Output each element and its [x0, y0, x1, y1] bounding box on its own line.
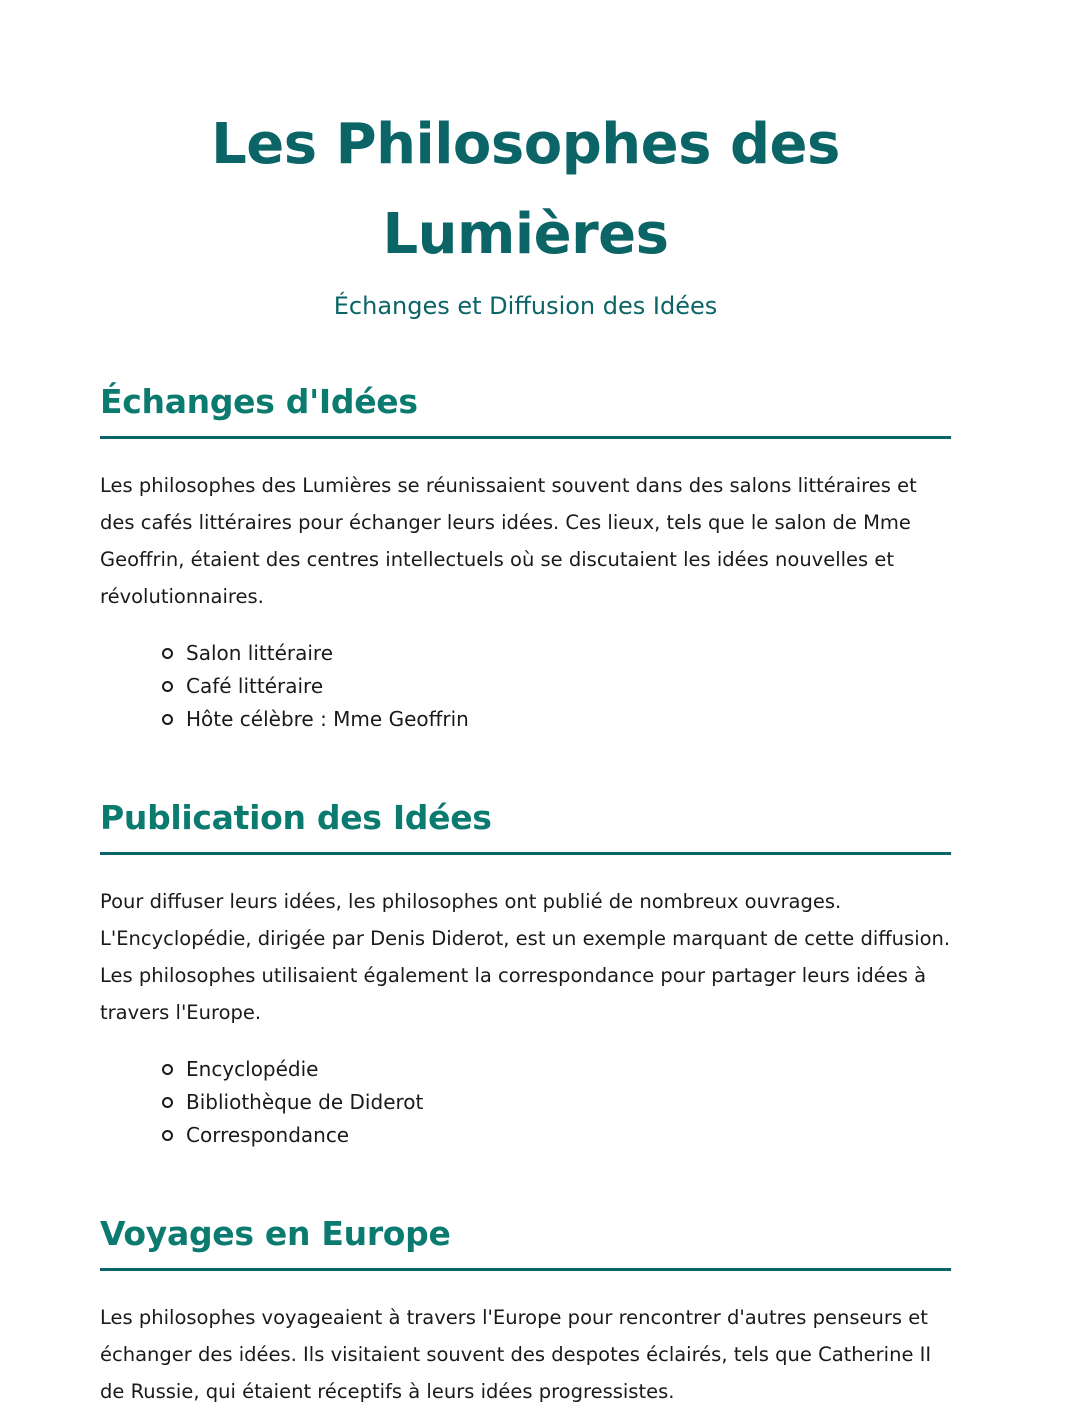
- circle-bullet-icon: [162, 1097, 173, 1108]
- circle-bullet-icon: [162, 648, 173, 659]
- section-voyages-europe: [100, 1212, 951, 1410]
- list-item-text: Hôte célèbre : Mme Geoffrin: [186, 707, 469, 731]
- list-item: [162, 1053, 951, 1086]
- list-item: [162, 703, 951, 736]
- section-echanges-idees: [100, 380, 951, 736]
- bullet-list: [100, 637, 951, 736]
- circle-bullet-icon: [162, 1064, 173, 1075]
- document-subtitle: Échanges et Diffusion des Idées: [333, 292, 718, 320]
- document-page: [100, 0, 951, 1410]
- section-paragraph: Les philosophes voyageaient à travers l'Europe pour rencontrer d'autres penseurs et échanger des idées. Ils visitaient souvent des despotes éclairés, tels que Catherine II de Russie, qui étaient réceptifs à leurs idées progressistes.: [100, 1306, 932, 1403]
- section-heading: Publication des Idées: [100, 796, 951, 855]
- list-item-text: Café littéraire: [186, 674, 324, 698]
- list-item-text: Salon littéraire: [186, 641, 334, 665]
- list-item-text: Bibliothèque de Diderot: [186, 1090, 424, 1114]
- list-item: [162, 1086, 951, 1119]
- document-title: Les Philosophes des Lumières: [211, 112, 840, 267]
- section-paragraph: Pour diffuser leurs idées, les philosophes ont publié de nombreux ouvrages. L'Encyclopédie, dirigée par Denis Diderot, est un exemple marquant de cette diffusion. Les philosophes utilisaient également la correspondance pour partager leurs idées à travers l'Europe.: [100, 890, 951, 1024]
- list-item: [162, 1119, 951, 1152]
- section-heading: Échanges d'Idées: [100, 380, 951, 439]
- bullet-list: [100, 1053, 951, 1152]
- circle-bullet-icon: [162, 714, 173, 725]
- section-paragraph: Les philosophes des Lumières se réunissaient souvent dans des salons littéraires et des cafés littéraires pour échanger leurs idées. Ces lieux, tels que le salon de Mme Geoffrin, étaient des centres intellectuels où se discutaient les idées nouvelles et révolutionnaires.: [100, 474, 917, 608]
- list-item: [162, 637, 951, 670]
- list-item: [162, 670, 951, 703]
- list-item-text: Correspondance: [186, 1123, 350, 1147]
- list-item-text: Encyclopédie: [186, 1057, 319, 1081]
- circle-bullet-icon: [162, 1130, 173, 1141]
- section-heading: Voyages en Europe: [100, 1212, 951, 1271]
- circle-bullet-icon: [162, 681, 173, 692]
- section-publication-idees: [100, 796, 951, 1152]
